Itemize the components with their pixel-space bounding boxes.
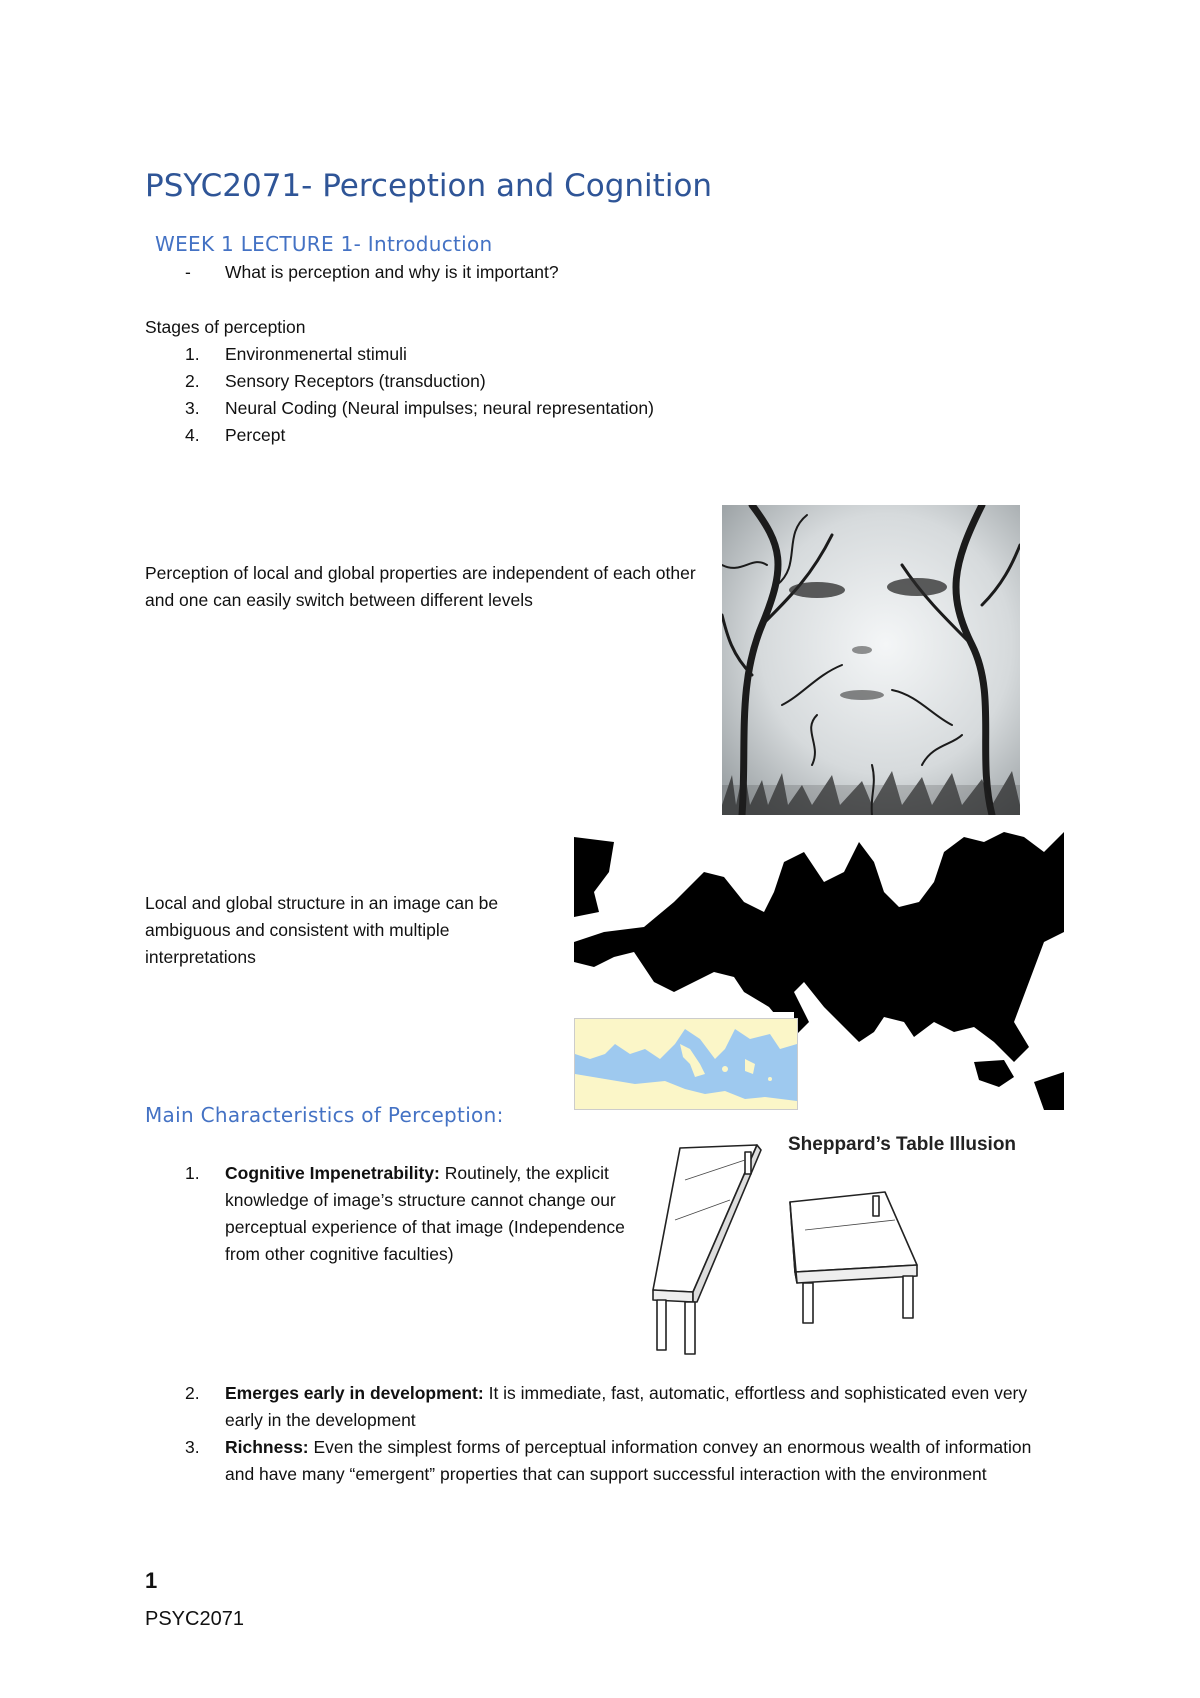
term: Emerges early in development: xyxy=(225,1383,484,1403)
list-number: 4. xyxy=(185,425,200,445)
list-item xyxy=(185,368,654,395)
local-global-paragraph: Perception of local and global properties are independent of each other and one can easily switch between different levels xyxy=(145,563,696,610)
ambiguity-paragraph: Local and global structure in an image can be ambiguous and consistent with multiple interpretations xyxy=(145,893,499,967)
list-number: 3. xyxy=(185,398,200,418)
list-number: 1. xyxy=(185,1163,200,1183)
list-number: 2. xyxy=(185,371,200,391)
stages-heading: Stages of perception xyxy=(145,317,306,337)
sheppard-table-illusion-image xyxy=(645,1140,1045,1358)
list-text xyxy=(225,1434,1055,1488)
list-text xyxy=(225,1380,1055,1434)
mediterranean-map-image xyxy=(574,1018,798,1110)
intro-bullet xyxy=(185,259,559,286)
bullet-marker: - xyxy=(185,262,191,282)
list-item xyxy=(185,395,654,422)
description: Even the simplest forms of perceptual information convey an enormous wealth of information and have many “emergent” properties that can support successful interaction with the environment xyxy=(225,1437,1032,1484)
description: It is immediate, fast, automatic, effortless and sophisticated even very early in the development xyxy=(225,1383,1028,1430)
list-text: Neural Coding (Neural impulses; neural representation) xyxy=(225,398,654,418)
list-text xyxy=(225,1160,625,1268)
list-text: Sensory Receptors (transduction) xyxy=(225,371,486,391)
page-number: 1 xyxy=(145,1568,158,1593)
list-item xyxy=(185,1380,1055,1434)
description: Routinely, the explicit knowledge of image’s structure cannot change our perceptual experience of that image (Independence from other cognitive faculties) xyxy=(225,1163,625,1264)
tree-face-image xyxy=(722,505,1020,815)
intro-bullet-text: What is perception and why is it important? xyxy=(225,262,559,282)
illusion-label: Sheppard’s Table Illusion xyxy=(788,1134,1017,1155)
characteristics-heading: Main Characteristics of Perception: xyxy=(145,1103,504,1127)
term: Cognitive Impenetrability: xyxy=(225,1163,440,1183)
list-text: Percept xyxy=(225,425,286,445)
document-title: PSYC2071- Perception and Cognition xyxy=(145,168,713,204)
stages-list xyxy=(185,341,654,449)
list-item xyxy=(185,422,654,449)
list-number: 1. xyxy=(185,344,200,364)
list-item xyxy=(185,1160,625,1268)
list-number: 2. xyxy=(185,1383,200,1403)
list-text: Environmenertal stimuli xyxy=(225,344,407,364)
list-number: 3. xyxy=(185,1437,200,1457)
footer-course-code: PSYC2071 xyxy=(145,1608,244,1630)
term: Richness: xyxy=(225,1437,309,1457)
lecture-heading: WEEK 1 LECTURE 1- Introduction xyxy=(155,232,493,256)
list-item xyxy=(185,1434,1055,1488)
list-item xyxy=(185,341,654,368)
